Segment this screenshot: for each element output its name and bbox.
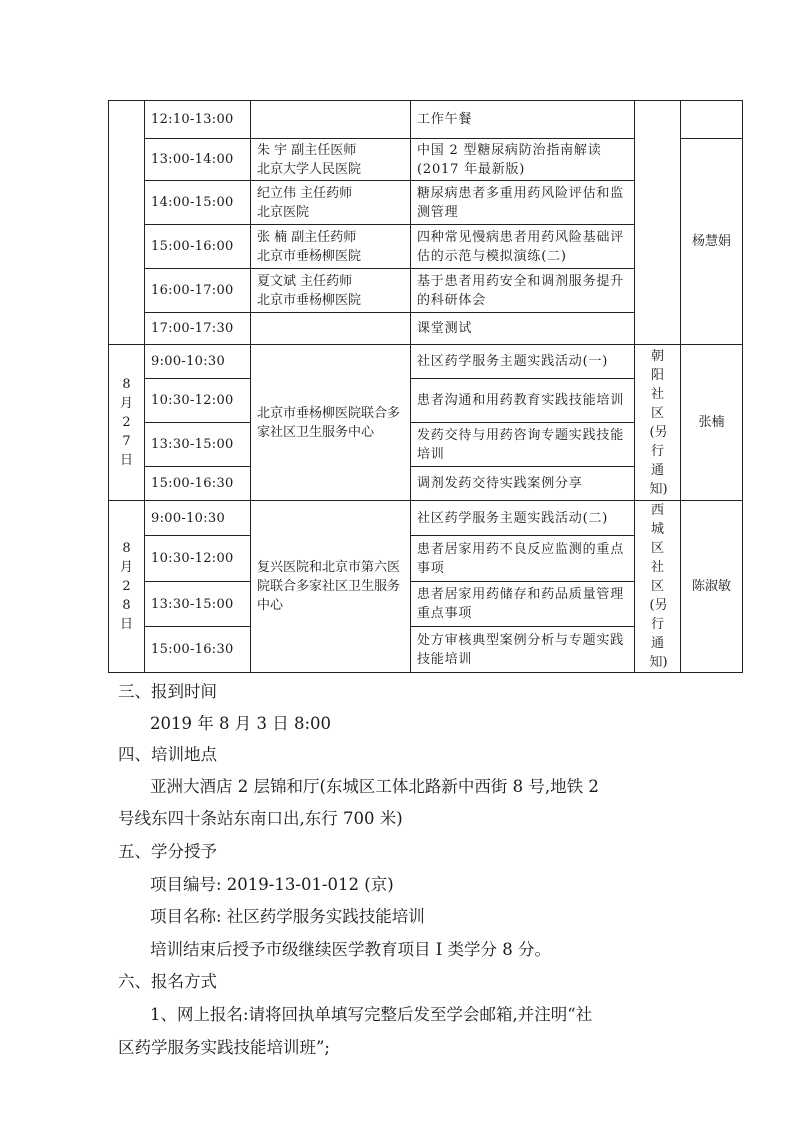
section-6-heading: 六、报名方式	[118, 972, 217, 991]
section-3-text: 2019 年 8 月 3 日 8:00	[150, 714, 332, 733]
section-6-text-2: 区药学服务实践技能培训班”;	[118, 1038, 330, 1057]
topic-cell: 中国 2 型糖尿病防治指南解读(2017 年最新版)	[411, 139, 635, 181]
credit-text: 培训结束后授予市级继续医学教育项目 I 类学分 8 分。	[150, 940, 551, 959]
topic-cell: 调剂发药交待实践案例分享	[411, 467, 635, 501]
place-label: 西城区社区(另行通知)	[649, 503, 668, 670]
section-4-heading: 四、培训地点	[118, 745, 217, 764]
topic-cell: 患者居家用药不良反应监测的重点事项	[411, 536, 635, 582]
place-cell	[635, 501, 681, 673]
speaker-cell	[251, 313, 411, 345]
venue-cell: 北京市垂杨柳医院联合多家社区卫生服务中心	[251, 345, 411, 501]
time-cell: 13:00-14:00	[145, 139, 251, 181]
section-4-text-1: 亚洲大酒店 2 层锦和厅(东城区工体北路新中西街 8 号,地铁 2	[150, 777, 599, 796]
section-4-text-2: 号线东四十条站东南口出,东行 700 米)	[118, 809, 403, 828]
time-cell: 14:00-15:00	[145, 181, 251, 225]
table-row	[109, 501, 743, 536]
date-cell	[109, 501, 145, 673]
speaker-cell	[251, 101, 411, 139]
time-cell: 10:30-12:00	[145, 536, 251, 582]
speaker-title: 张 楠 副主任药师	[257, 229, 357, 245]
date-cell	[109, 345, 145, 501]
speaker-cell	[251, 139, 411, 181]
speaker-org: 北京大学人民医院	[257, 161, 362, 177]
date-label: 8月28日	[119, 541, 133, 632]
time-cell: 13:30-15:00	[145, 423, 251, 467]
speaker-cell	[251, 225, 411, 269]
time-cell: 9:00-10:30	[145, 345, 251, 379]
speaker-cell	[251, 269, 411, 313]
time-cell: 15:00-16:00	[145, 225, 251, 269]
time-cell: 13:30-15:00	[145, 581, 251, 627]
host-cell-empty	[681, 101, 743, 139]
section-6-text-1: 1、网上报名:请将回执单填写完整后发至学会邮箱,并注明“社	[150, 1005, 593, 1024]
topic-cell: 基于患者用药安全和调剂服务提升的科研体会	[411, 269, 635, 313]
host-cell: 陈淑敏	[681, 501, 743, 673]
section-5-heading: 五、学分授予	[118, 842, 217, 861]
time-cell: 17:00-17:30	[145, 313, 251, 345]
place-cell-top	[635, 101, 681, 345]
date-cell-top	[109, 101, 145, 345]
host-cell: 张楠	[681, 345, 743, 501]
date-label: 8月27日	[119, 377, 133, 468]
time-cell: 16:00-17:00	[145, 269, 251, 313]
section-3-heading: 三、报到时间	[118, 682, 217, 701]
speaker-org: 北京医院	[257, 204, 310, 220]
time-cell: 15:00-16:30	[145, 627, 251, 673]
place-label: 朝阳社区(另行通知)	[649, 348, 668, 497]
table-row	[109, 345, 743, 379]
topic-cell: 患者居家用药储存和药品质量管理重点事项	[411, 581, 635, 627]
time-cell: 10:30-12:00	[145, 379, 251, 423]
time-cell: 12:10-13:00	[145, 101, 251, 139]
speaker-title: 朱 宇 副主任医师	[257, 142, 357, 158]
schedule-table	[108, 100, 743, 673]
venue-cell: 复兴医院和北京市第六医院联合多家社区卫生服务中心	[251, 501, 411, 673]
speaker-title: 纪立伟 主任药师	[257, 185, 353, 201]
time-cell: 9:00-10:30	[145, 501, 251, 536]
table-row	[109, 101, 743, 139]
speaker-org: 北京市垂杨柳医院	[257, 292, 362, 308]
topic-cell: 患者沟通和用药教育实践技能培训	[411, 379, 635, 423]
speaker-title: 夏文斌 主任药师	[257, 273, 353, 289]
topic-cell: 工作午餐	[411, 101, 635, 139]
speaker-org: 北京市垂杨柳医院	[257, 248, 362, 264]
project-name: 项目名称: 社区药学服务实践技能培训	[150, 907, 425, 926]
topic-cell: 课堂测试	[411, 313, 635, 345]
topic-cell: 糖尿病患者多重用药风险评估和监测管理	[411, 181, 635, 225]
host-cell: 杨慧娟	[681, 139, 743, 345]
project-code: 项目编号: 2019-13-01-012 (京)	[150, 875, 394, 894]
time-cell: 15:00-16:30	[145, 467, 251, 501]
topic-cell: 发药交待与用药咨询专题实践技能培训	[411, 423, 635, 467]
speaker-cell	[251, 181, 411, 225]
topic-cell: 四种常见慢病患者用药风险基础评估的示范与模拟演练(二)	[411, 225, 635, 269]
topic-cell: 社区药学服务主题实践活动(二)	[411, 501, 635, 536]
topic-cell: 处方审核典型案例分析与专题实践技能培训	[411, 627, 635, 673]
topic-cell: 社区药学服务主题实践活动(一)	[411, 345, 635, 379]
place-cell	[635, 345, 681, 501]
